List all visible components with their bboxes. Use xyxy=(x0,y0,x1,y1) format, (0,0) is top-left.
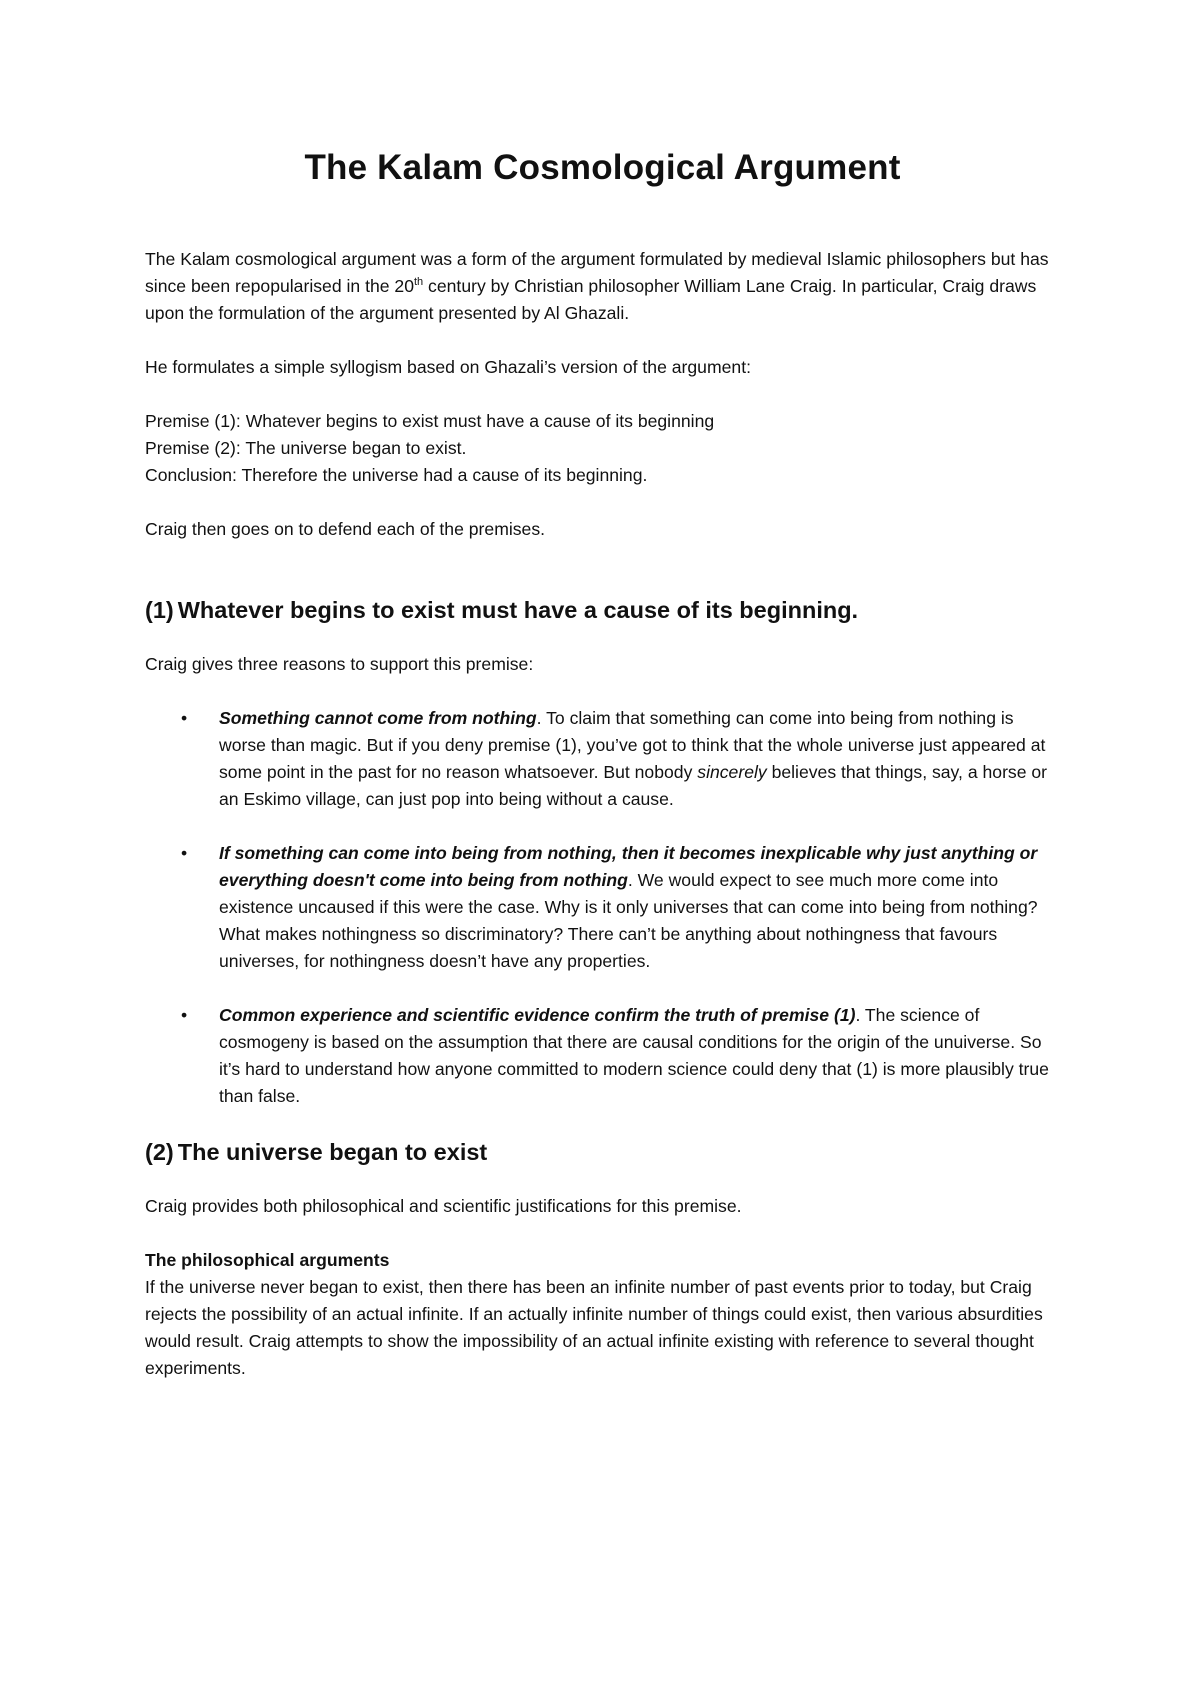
reasons-list xyxy=(145,705,1060,1110)
syllogism-block xyxy=(145,408,1060,489)
section-1-number: (1) xyxy=(145,597,174,623)
list-item xyxy=(145,840,1060,975)
philosophical-subheading: The philosophical arguments xyxy=(145,1250,390,1270)
premise-1: Premise (1): Whatever begins to exist must have a cause of its beginning xyxy=(145,411,715,431)
intro-paragraph xyxy=(145,246,1060,327)
bullet-icon: • xyxy=(181,843,188,863)
section-2-intro: Craig provides both philosophical and scientific justifications for this premise. xyxy=(145,1196,742,1216)
bullet-icon: • xyxy=(181,708,188,728)
intro-text-2: century by Christian philosopher William Lane Craig. In particular, Craig draws upon the formulation of the argument presented by Al Ghazali. xyxy=(145,276,1037,323)
syllogism-intro: He formulates a simple syllogism based on Ghazali’s version of the argument: xyxy=(145,357,751,377)
reason-emphasis: sincerely xyxy=(697,762,767,782)
reason-lead: Something cannot come from nothing xyxy=(219,708,537,728)
reason-text-continued: believes that things, say, a horse or an Eskimo village, can just pop into being without a cause. xyxy=(219,762,1048,809)
section-2-title: The universe began to exist xyxy=(177,1139,488,1165)
section-2-number: (2) xyxy=(145,1139,174,1165)
section-1-intro: Craig gives three reasons to support this premise: xyxy=(145,654,534,674)
intro-text-1: The Kalam cosmological argument was a form of the argument formulated by medieval Islamic philosophers but has since been repopularised in the 20 xyxy=(145,249,1049,296)
reason-text: . To claim that something can come into being from nothing is worse than magic. But if you deny premise (1), you’ve got to think that the whole universe just appeared at some point in the past for no reason whatsoever. But nobody xyxy=(219,708,1046,782)
defend-paragraph: Craig then goes on to defend each of the premises. xyxy=(145,519,546,539)
reason-text: . The science of cosmogeny is based on the assumption that there are causal conditions for the origin of the unuiverse. So it’s hard to understand how anyone committed to modern science could deny that (1) is more plausibly true than false. xyxy=(219,1005,1049,1106)
list-item xyxy=(145,1002,1060,1110)
reason-text: . We would expect to see much more come into existence uncaused if this were the case. Why is it only universes that can come into being from nothing? What makes nothingness so discriminatory? There can’t be anything about nothingness that favours universes, for nothingness doesn’t have any properties. xyxy=(219,870,1038,971)
section-1-heading xyxy=(145,595,1060,625)
section-2-heading xyxy=(145,1137,1060,1167)
section-1-title: Whatever begins to exist must have a cause of its beginning. xyxy=(177,597,859,623)
list-item xyxy=(145,705,1060,813)
premise-2: Premise (2): The universe began to exist. xyxy=(145,438,467,458)
reason-lead: Common experience and scientific evidence confirm the truth of premise (1) xyxy=(219,1005,856,1025)
reason-lead: If something can come into being from nothing, then it becomes inexplicable why just anything or everything doesn't come into being from nothing xyxy=(219,843,1038,890)
document-title: The Kalam Cosmological Argument xyxy=(304,148,901,187)
bullet-icon: • xyxy=(181,1005,188,1025)
philosophical-body: If the universe never began to exist, then there has been an infinite number of past events prior to today, but Craig rejects the possibility of an actual infinite. If an actually infinite number of things could exist, then various absurdities would result. Craig attempts to show the impossibility of an actual infinite existing with reference to several thought experiments. xyxy=(145,1277,1043,1378)
conclusion: Conclusion: Therefore the universe had a cause of its beginning. xyxy=(145,465,648,485)
intro-superscript: th xyxy=(413,276,424,289)
